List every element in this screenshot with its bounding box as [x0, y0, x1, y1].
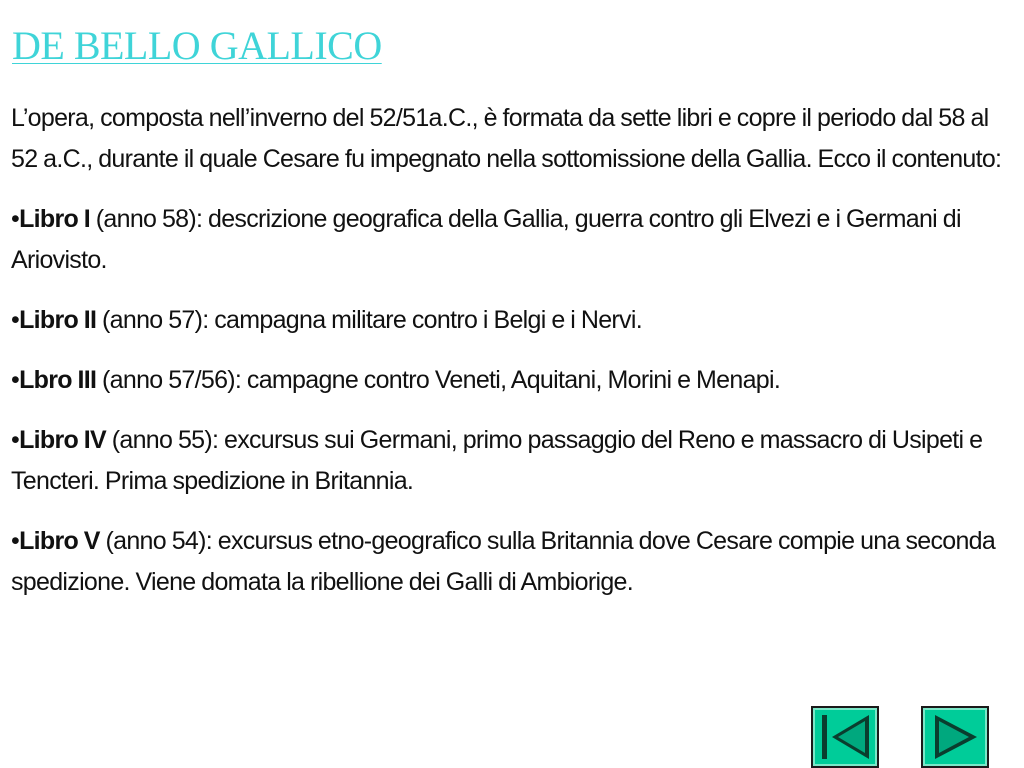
item-text: (anno 54): excursus etno-geografico sulla Britannia dove Cesare compie una seconda spedizione. Viene domata la ribellione dei Galli di Ambiorige. [11, 527, 996, 596]
bullet: • [11, 426, 20, 454]
bullet: • [11, 205, 20, 233]
intro-paragraph: L’opera, composta nell’inverno del 52/51a.C., è formata da sette libri e copre il periodo dal 58 al 52 a.C., durante il quale Cesare fu impegnato nella sottomissione della Gallia. Ecco il contenuto: [11, 104, 1002, 173]
list-item [11, 521, 1007, 603]
item-label: Libro IV [19, 426, 107, 454]
item-label: Libro II [19, 306, 97, 334]
item-text: (anno 57): campagna militare contro i Belgi e i Nervi. [96, 306, 642, 334]
list-item [11, 360, 1007, 401]
item-text: (anno 55): excursus sui Germani, primo passaggio del Reno e massacro di Usipeti e Tencteri. Prima spedizione in Britannia. [11, 426, 983, 495]
bullet: • [11, 366, 20, 394]
bullet: • [11, 527, 20, 555]
first-slide-button[interactable] [811, 706, 879, 768]
item-text: (anno 57/56): campagne contro Veneti, Aquitani, Morini e Menapi. [96, 366, 781, 394]
slide-title[interactable]: DE BELLO GALLICO [12, 23, 382, 68]
list-item [11, 199, 1007, 281]
bullet: • [11, 306, 20, 334]
list-item [11, 300, 1007, 341]
play-next-icon [923, 708, 987, 766]
skip-to-start-icon [813, 708, 877, 766]
item-text: (anno 58): descrizione geografica della Gallia, guerra contro gli Elvezi e i Germani di Ariovisto. [11, 205, 961, 274]
item-label: Lbro III [19, 366, 97, 394]
item-label: Libro V [19, 527, 100, 555]
next-slide-button[interactable] [921, 706, 989, 768]
slide-body [11, 98, 1007, 622]
list-item [11, 420, 1007, 502]
item-label: Libro I [19, 205, 91, 233]
